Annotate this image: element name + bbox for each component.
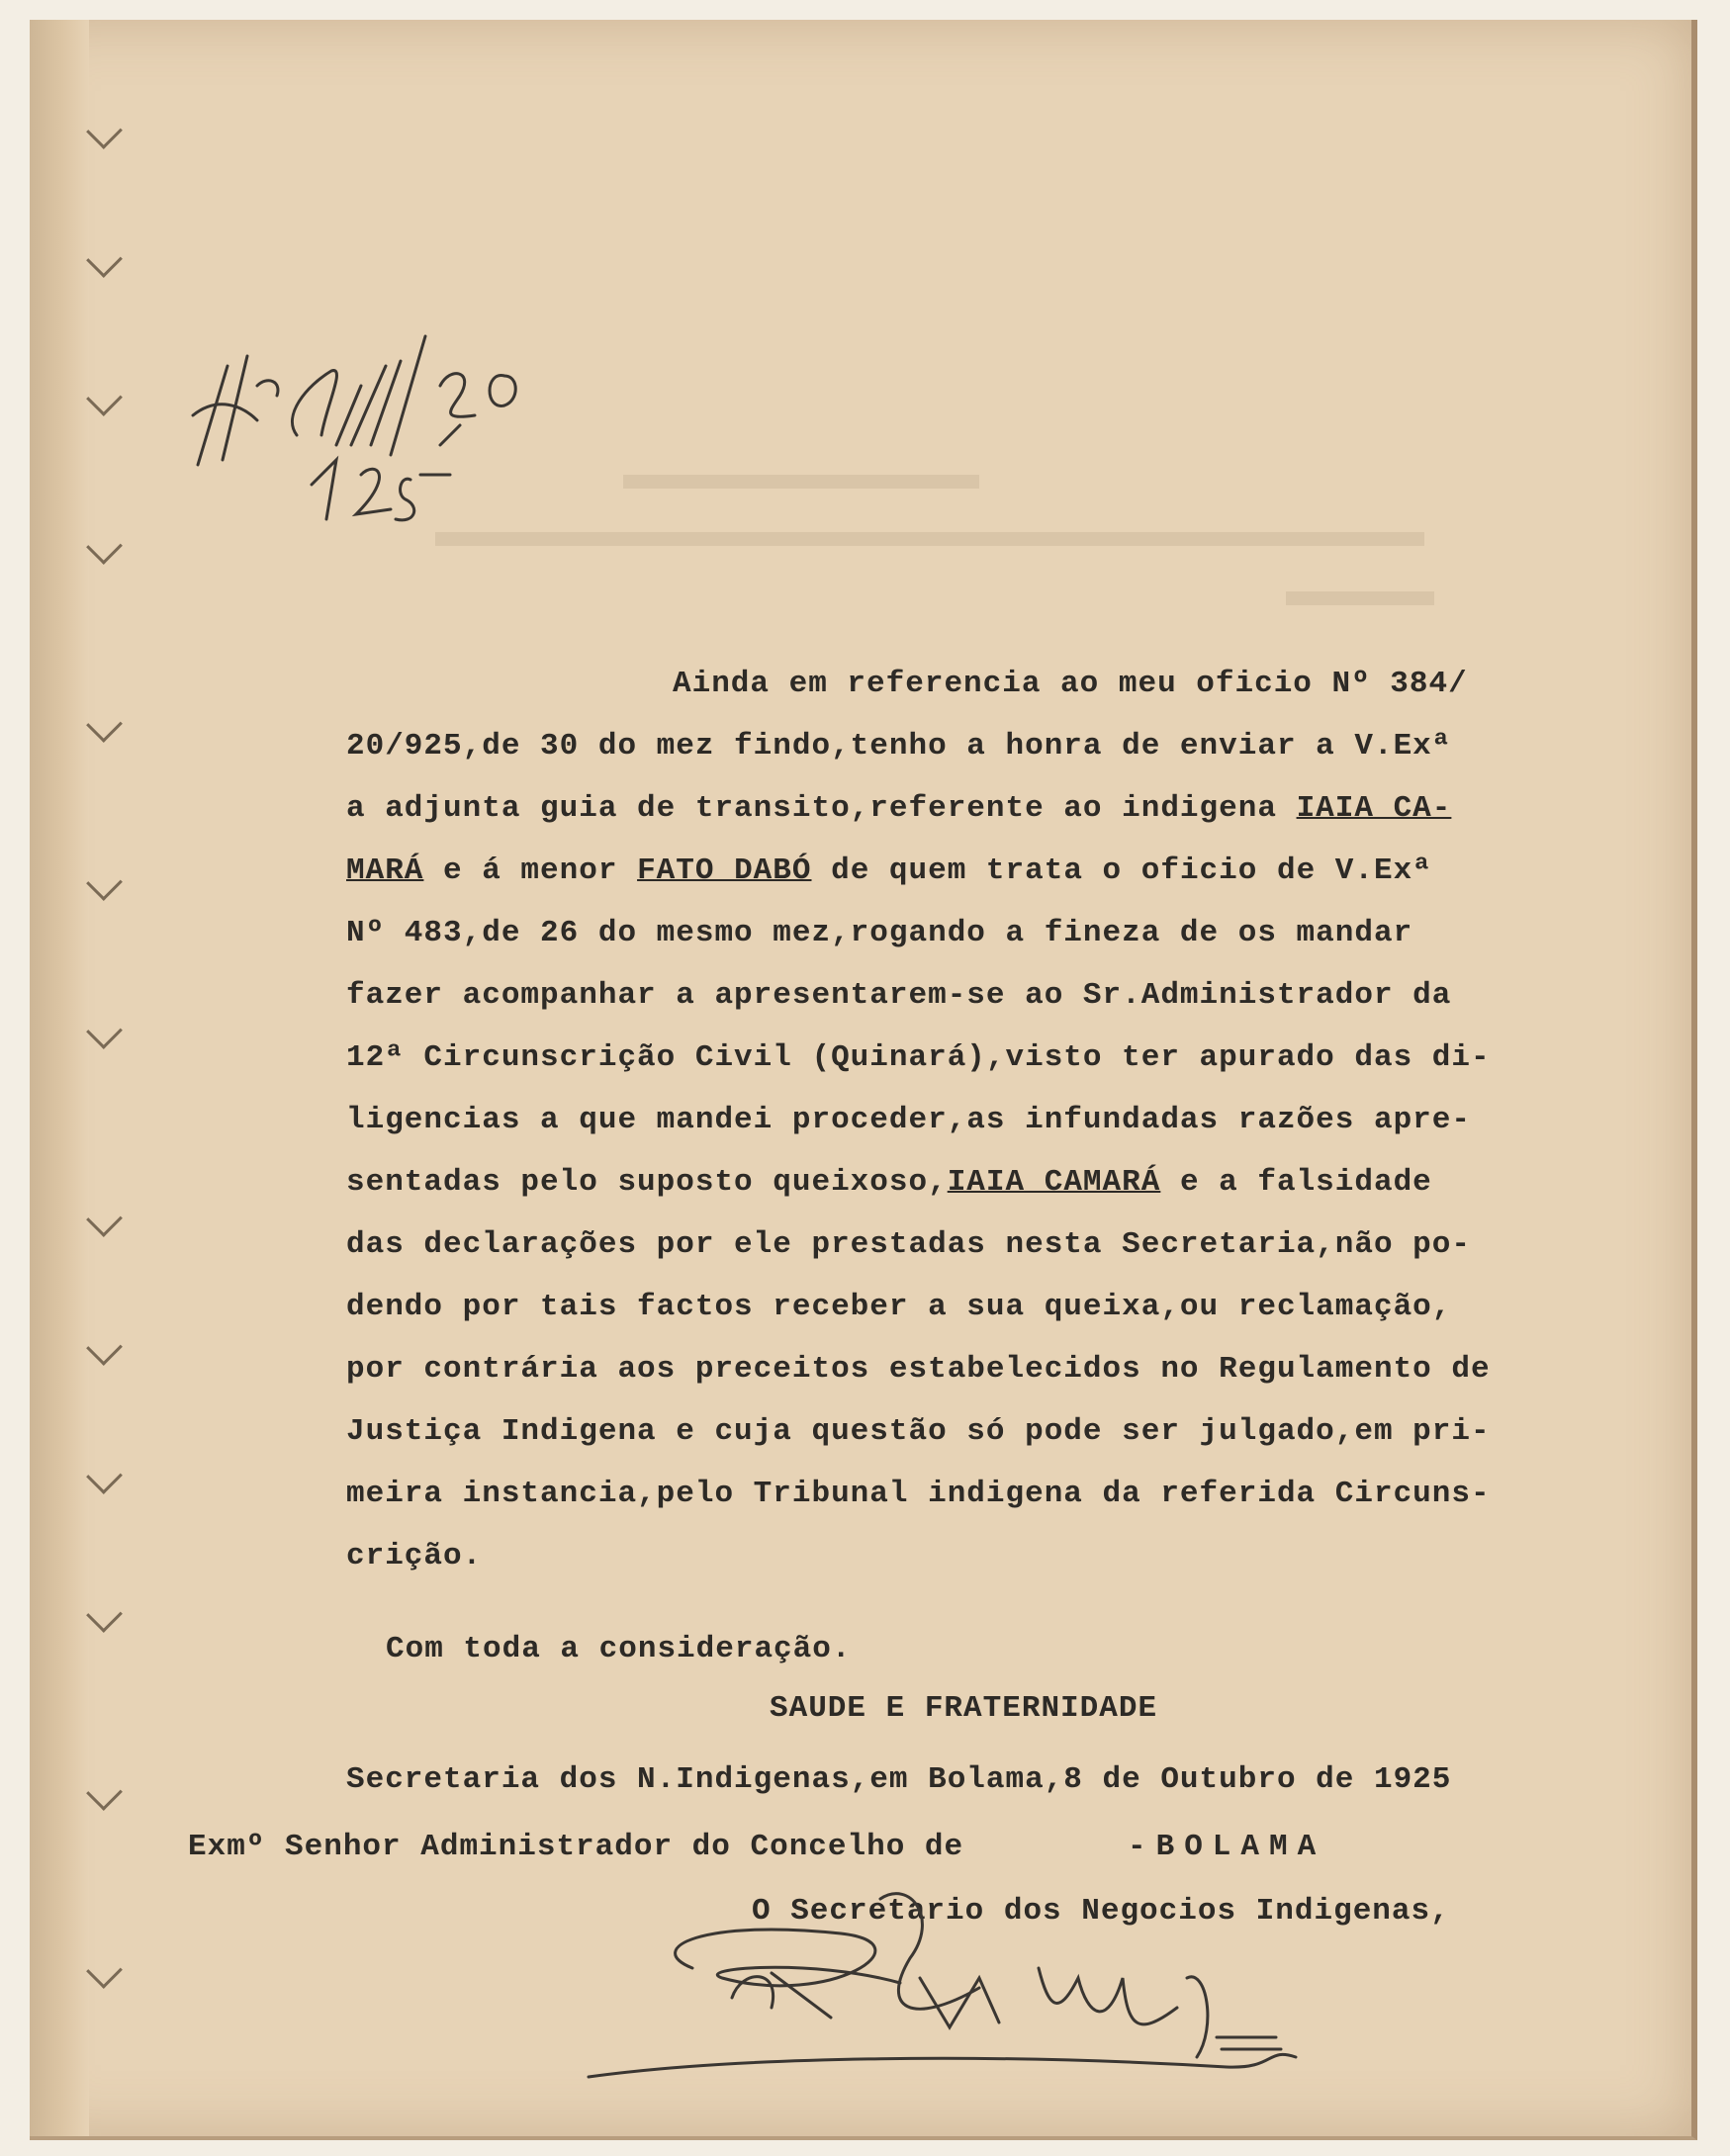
addressee-place: -BOLAMA bbox=[1128, 1830, 1326, 1864]
handwritten-reference-note bbox=[188, 326, 564, 524]
place-and-date: Secretaria dos N.Indigenas,em Bolama,8 de Outubro de 1925 bbox=[346, 1762, 1452, 1797]
salutation: SAUDE E FRATERNIDADE bbox=[770, 1691, 1158, 1726]
signature bbox=[584, 1859, 1335, 2097]
letter-line: dendo por tais factos receber a sua queixa,ou reclamação, bbox=[346, 1290, 1452, 1324]
letter-line: 20/925,de 30 do mez findo,tenho a honra de enviar a V.Exª bbox=[346, 729, 1452, 764]
letter-text: a adjunta guia de transito,referente ao indigena bbox=[346, 791, 1297, 826]
letter-text: sentadas pelo suposto queixoso, bbox=[346, 1165, 948, 1200]
letter-line bbox=[346, 1151, 1543, 1213]
underlined-name: IAIA CA- bbox=[1296, 791, 1452, 826]
addressee: Exmº Senhor Administrador do Concelho de bbox=[188, 1830, 964, 1864]
letter-line: ligencias a que mandei proceder,as infundadas razões apre- bbox=[346, 1103, 1471, 1137]
underlined-name: FATO DABÓ bbox=[637, 853, 812, 888]
bleed-through-marks bbox=[435, 465, 1474, 623]
signature-strokes bbox=[584, 1859, 1335, 2097]
letter-text: e a falsidade bbox=[1160, 1165, 1432, 1200]
handwriting-strokes bbox=[188, 326, 564, 524]
book-binding bbox=[30, 20, 89, 2136]
closing-line: Com toda a consideração. bbox=[386, 1632, 852, 1666]
letter-line: Ainda em referencia ao meu oficio Nº 384/ bbox=[673, 667, 1468, 701]
letter-body bbox=[346, 653, 1543, 1587]
letter-line bbox=[346, 840, 1543, 902]
reference-note-text bbox=[188, 326, 197, 327]
letter-line: meira instancia,pelo Tribunal indigena da referida Circuns- bbox=[346, 1477, 1491, 1511]
letter-line bbox=[346, 777, 1543, 840]
underlined-name: IAIA CAMARÁ bbox=[947, 1165, 1161, 1200]
letter-line: Nº 483,de 26 do mesmo mez,rogando a fineza de os mandar bbox=[346, 916, 1413, 950]
signatory-title: O Secretario dos Negocios Indigenas, bbox=[752, 1894, 1450, 1929]
letter-line: fazer acompanhar a apresentarem-se ao Sr.Administrador da bbox=[346, 978, 1452, 1013]
letter-line: por contrária aos preceitos estabelecidos no Regulamento de bbox=[346, 1352, 1491, 1387]
letter-line: das declarações por ele prestadas nesta Secretaria,não po- bbox=[346, 1227, 1471, 1262]
letter-line: crição. bbox=[346, 1539, 483, 1573]
letter-text: e á menor bbox=[423, 853, 638, 888]
letter-line: Justiça Indigena e cuja questão só pode ser julgado,em pri- bbox=[346, 1414, 1491, 1449]
underlined-name: MARÁ bbox=[346, 853, 424, 888]
letter-line: 12ª Circunscrição Civil (Quinará),visto ter apurado das di- bbox=[346, 1040, 1491, 1075]
letter-text: de quem trata o oficio de V.Exª bbox=[811, 853, 1432, 888]
